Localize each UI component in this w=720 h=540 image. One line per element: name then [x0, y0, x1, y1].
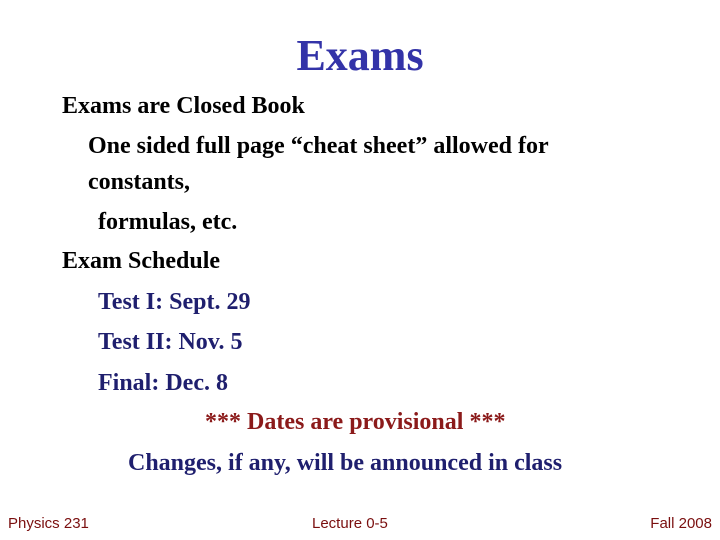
exams-closed-book-text: Exams are Closed Book [62, 93, 305, 119]
test-2-date: Test II: Nov. 5 [98, 329, 243, 355]
constants-text: constants, [88, 169, 191, 195]
test-1-date: Test I: Sept. 29 [98, 289, 251, 315]
footer-term: Fall 2008 [650, 515, 712, 532]
footer-lecture: Lecture 0-5 [312, 515, 388, 532]
footer-course: Physics 231 [8, 515, 89, 532]
provisional-notice: *** Dates are provisional *** [205, 409, 506, 435]
formulas-text: formulas, etc. [98, 209, 238, 235]
slide-title: Exams [296, 31, 424, 80]
exam-schedule-heading: Exam Schedule [62, 248, 221, 274]
changes-notice: Changes, if any, will be announced in class [128, 450, 563, 476]
cheat-sheet-text: One sided full page “cheat sheet” allowed for [88, 133, 549, 159]
final-exam-date: Final: Dec. 8 [98, 370, 228, 396]
